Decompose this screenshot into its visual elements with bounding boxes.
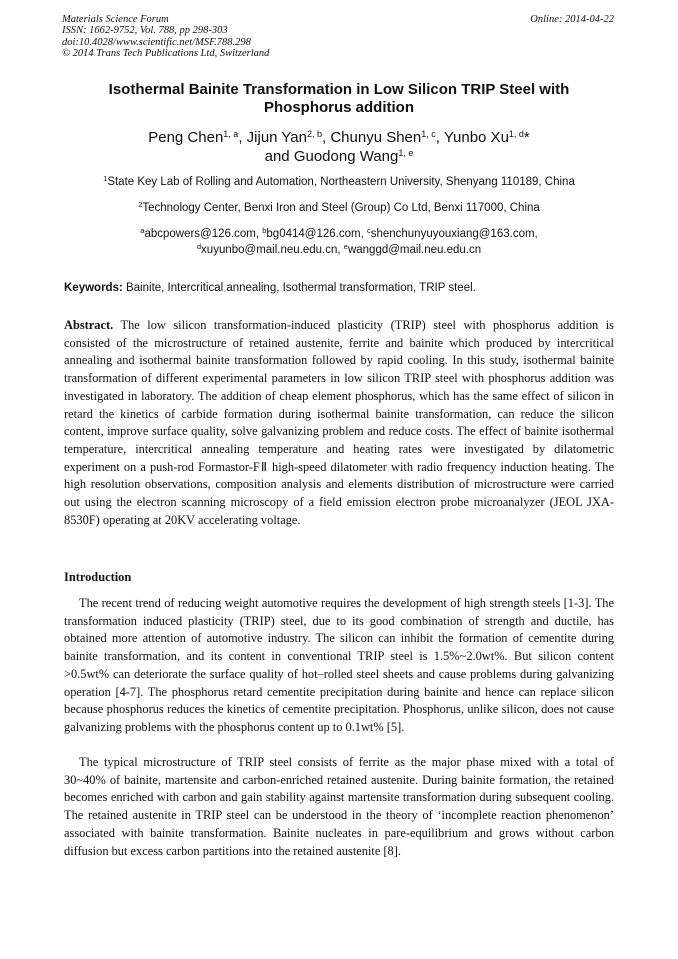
- email-list: [64, 226, 614, 258]
- author-sup: 2, b: [306, 129, 322, 139]
- author-name: Peng Chen: [148, 129, 224, 146]
- title-line-1: Isothermal Bainite Transformation in Low Silicon TRIP Steel with: [108, 81, 570, 98]
- email-sup: e: [343, 242, 348, 251]
- online-date: Online: 2014-04-22: [530, 14, 614, 25]
- email-sup: c: [366, 226, 371, 235]
- author-name: Chunyu Shen: [330, 129, 422, 146]
- author-name: Yunbo Xu: [443, 129, 509, 146]
- introduction-paragraph-2: The typical microstructure of TRIP steel consists of ferrite as the major phase mixed with a total of 30~40% of bainite, martensite and carbon-enriched retained austenite. During bainite formation, the retained becomes enriched with carbon and gain stability against martensite transformation during subsequent cooling. The retained austenite in TRIP steel can be understood in the theory of ‘incomplete reaction phenomenon’ associated with bainite transformation. Bainite nucleates in pare-equilibrium and grows without carbon diffusion but excess carbon partitions into the retained austenite [8].: [64, 755, 614, 858]
- abstract: [64, 317, 614, 529]
- section-heading-introduction: Introduction: [64, 570, 132, 584]
- abstract-label: Abstract.: [64, 318, 114, 332]
- author-sup: 1, e: [398, 148, 414, 158]
- author-name: Jijun Yan: [246, 129, 307, 146]
- email-sup: a: [140, 226, 145, 235]
- author-sup: 1, d: [508, 129, 524, 139]
- title-line-2: Phosphorus addition: [264, 99, 414, 116]
- copyright-line: © 2014 Trans Tech Publications Ltd, Switzerland: [62, 48, 270, 60]
- abstract-text: The low silicon transformation-induced plasticity (TRIP) steel with phosphorus addition is consisted of the microstructure of retained austenite, ferrite and bainite which produced by intercritical annealing and isothermal bainite transformation followed by rapid cooling. In this study, isothermal bainite transformation of different experimental parameters in low silicon TRIP steel with phosphorus addition was investigated in laboratory. The addition of cheap element phosphorus, which has the same effect of silicon in retard the kinetics of carbide formation during isothermal bainite transformation, can reduce the silicon content, improve surface quality, solve galvanizing problem and reduce costs. The effect of bainite isothermal temperature, intercritical annealing temperature and heating rates were investigated by dilatometric experiment on a push-rod Formastor-FⅡ high-speed dilatometer with radio frequency induction heating. The high resolution observations, composition analysis and elements distribution of microstructure were carried out using the electron scanning microscopy of a field emission electron probe microanalyzer (JEOL JXA-8530F) operating at 20KV accelerating voltage.: [64, 318, 614, 527]
- email-sup: d: [196, 242, 202, 251]
- email-address[interactable]: xuyunbo@mail.neu.edu.cn,: [201, 244, 344, 256]
- email-address[interactable]: wanggd@mail.neu.edu.cn: [347, 244, 482, 256]
- doi-line: doi:10.4028/www.scientific.net/MSF.788.298: [62, 36, 251, 48]
- author-sep: ,: [238, 129, 247, 146]
- email-address[interactable]: abcpowers@126.com,: [144, 228, 263, 240]
- author-name: and Guodong Wang: [264, 148, 399, 165]
- introduction-paragraph-1: The recent trend of reducing weight automotive requires the development of high strength steels [1-3]. The transformation induced plasticity (TRIP) steel, due to its good combination of strength and ductile, has obtained more attention of automotive industry. The silicon can inhibit the formation of cementite during bainite transformation, and its content in conventional TRIP steel is 1.5%~2.0wt%. But silicon content >0.5wt% can deteriorate the surface quality of hot–rolled steel sheets and cause problems during galvanizing operation [4-7]. The phosphorus retard cementite precipitation during bainite and hence can replace silicon because phosphorus reduces the kinetics of cementite precipitation. Phosphorus, unlike silicon, does not cause galvanizing problems with the phosphorus content up to 0.1wt% [5].: [64, 596, 614, 734]
- corresponding-mark: *: [523, 129, 530, 146]
- keywords-label: Keywords:: [64, 282, 123, 294]
- email-address[interactable]: bg0414@126.com,: [266, 228, 367, 240]
- author-line-2: [64, 147, 614, 166]
- author-sup: 1, a: [223, 129, 239, 139]
- keywords: [64, 281, 619, 295]
- affiliation-text: State Key Lab of Rolling and Automation, Northeastern University, Shenyang 110189, China: [107, 176, 575, 188]
- email-address[interactable]: shenchunyuyouxiang@163.com,: [370, 228, 538, 240]
- author-list: [64, 128, 614, 166]
- author-sup: 1, c: [421, 129, 436, 139]
- author-sep: ,: [322, 129, 331, 146]
- affiliation-1: [64, 175, 614, 189]
- email-line-2: [64, 242, 614, 258]
- affiliation-sup: 2: [138, 200, 143, 209]
- affiliation-2: [64, 201, 614, 215]
- author-sep: ,: [435, 129, 444, 146]
- affiliation-sup: 1: [103, 174, 108, 183]
- issn-line: ISSN: 1662-9752, Vol. 788, pp 298-303: [62, 25, 228, 37]
- email-line-1: [64, 226, 614, 242]
- author-line-1: [64, 128, 614, 147]
- paper-title: [64, 81, 614, 117]
- email-sup: b: [262, 226, 267, 235]
- journal-header: [62, 14, 269, 60]
- journal-name: Materials Science Forum: [62, 14, 169, 25]
- keywords-text: Bainite, Intercritical annealing, Isothermal transformation, TRIP steel.: [122, 282, 476, 294]
- affiliation-text: Technology Center, Benxi Iron and Steel (Group) Co Ltd, Benxi 117000, China: [142, 202, 540, 214]
